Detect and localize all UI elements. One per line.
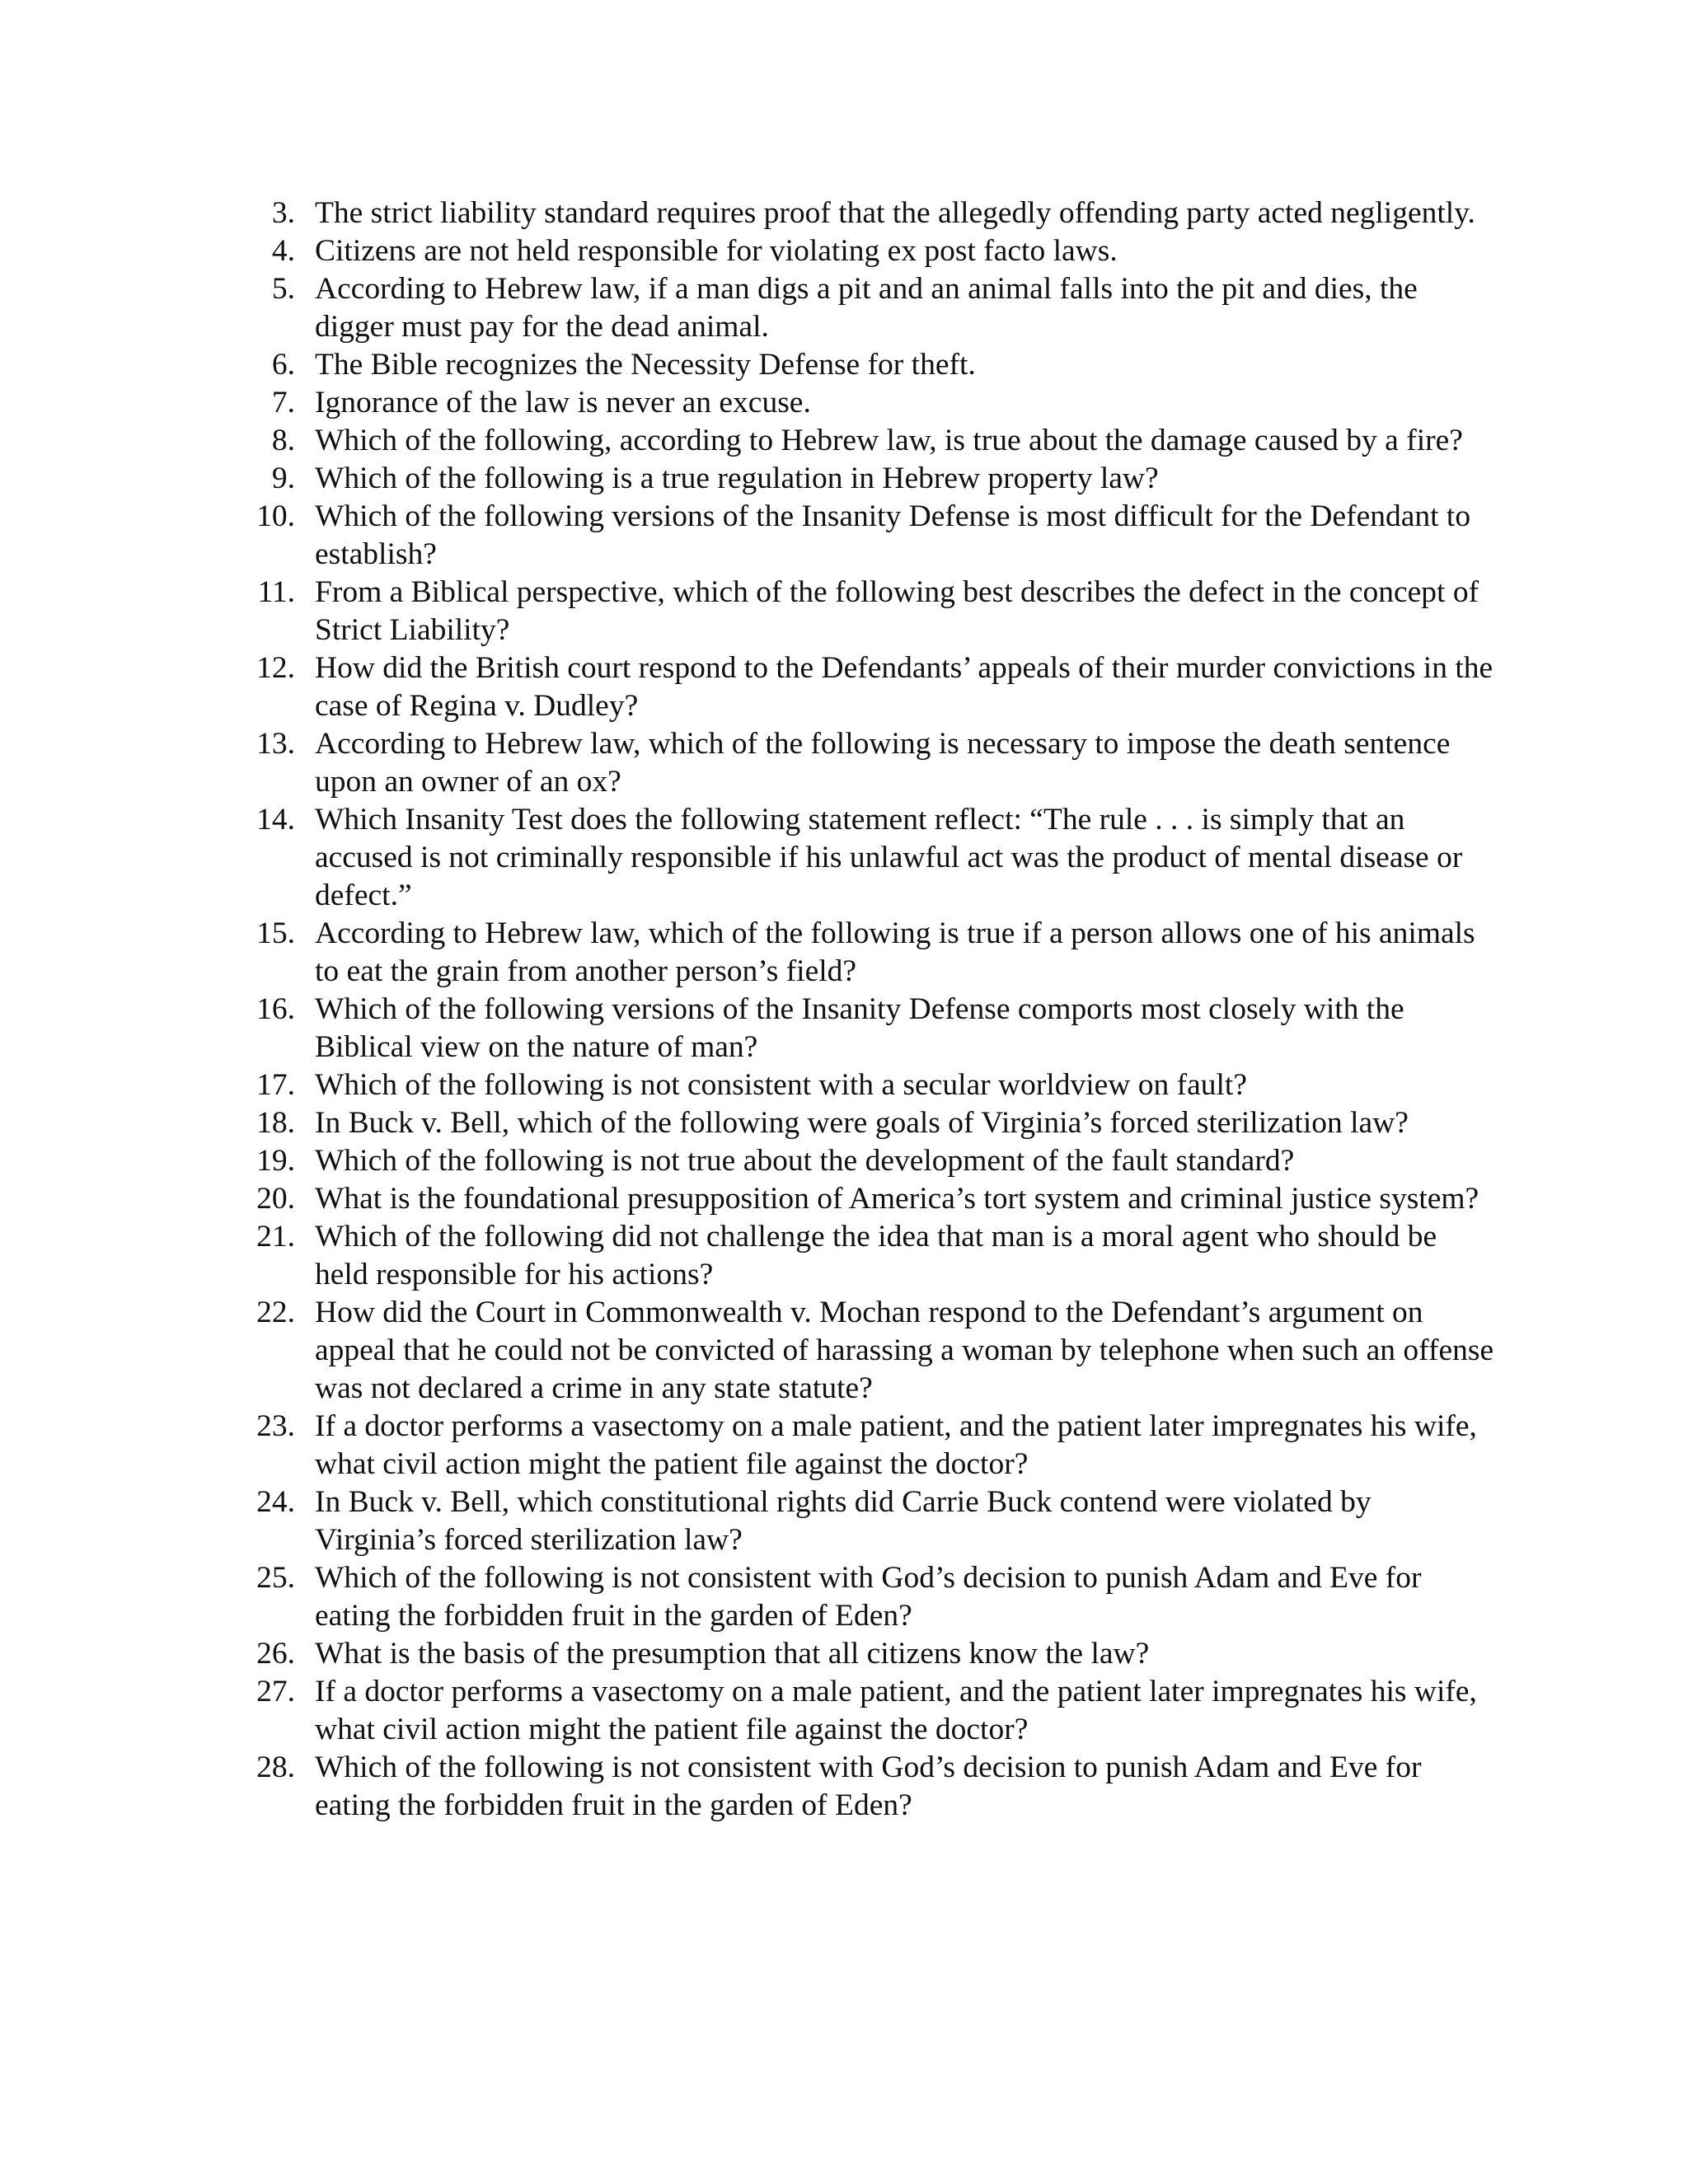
question-number: 21. <box>256 1220 295 1254</box>
question-number: 14. <box>256 803 295 837</box>
question-text: According to Hebrew law, if a man digs a pit and an animal falls into the pit and dies, the digger must pay for the dead animal. <box>315 272 1418 344</box>
question-item <box>244 1635 1497 1673</box>
question-number: 19. <box>256 1144 295 1178</box>
question-number: 13. <box>256 727 295 761</box>
question-item <box>244 498 1497 574</box>
question-item <box>244 346 1497 384</box>
question-number: 4. <box>271 234 295 268</box>
question-text: If a doctor performs a vasectomy on a male patient, and the patient later impregnates his wife, what civil action might the patient file against the doctor? <box>315 1409 1477 1481</box>
question-number: 17. <box>256 1068 295 1102</box>
question-item <box>244 725 1497 801</box>
question-text: From a Biblical perspective, which of the following best describes the defect in the concept of Strict Liability? <box>315 575 1479 647</box>
question-text: Which of the following is a true regulation in Hebrew property law? <box>315 462 1159 495</box>
question-item <box>244 991 1497 1066</box>
question-number: 16. <box>256 992 295 1026</box>
question-text: In Buck v. Bell, which constitutional rights did Carrie Buck contend were violated by Virginia’s forced sterilization law? <box>315 1485 1372 1557</box>
question-item <box>244 574 1497 649</box>
question-number: 18. <box>256 1106 295 1140</box>
question-text: Which of the following is not true about the development of the fault standard? <box>315 1144 1295 1178</box>
question-item <box>244 1066 1497 1104</box>
question-number: 28. <box>256 1750 295 1784</box>
question-number: 25. <box>256 1561 295 1595</box>
question-text: The strict liability standard requires proof that the allegedly offending party acted negligently. <box>315 196 1475 230</box>
question-text: Which of the following versions of the Insanity Defense is most difficult for the Defendant to establish? <box>315 499 1471 571</box>
question-text: According to Hebrew law, which of the following is true if a person allows one of his animals to eat the grain from another person’s field? <box>315 916 1475 988</box>
question-item <box>244 422 1497 460</box>
question-text: Which of the following is not consistent with a secular worldview on fault? <box>315 1068 1247 1102</box>
question-number: 11. <box>257 575 295 609</box>
question-item <box>244 232 1497 270</box>
question-text: In Buck v. Bell, which of the following were goals of Virginia’s forced sterilization law? <box>315 1106 1409 1140</box>
question-number: 7. <box>271 386 295 419</box>
question-item <box>244 1104 1497 1142</box>
question-number: 27. <box>256 1675 295 1708</box>
question-item <box>244 1673 1497 1749</box>
question-item <box>244 1180 1497 1218</box>
question-text: Which Insanity Test does the following statement reflect: “The rule . . . is simply that an accused is not criminally responsible if his unlawful act was the product of mental disease or defect.” <box>315 803 1463 912</box>
question-text: What is the foundational presupposition of America’s tort system and criminal justice system? <box>315 1182 1479 1216</box>
question-text: The Bible recognizes the Necessity Defense for theft. <box>315 348 976 382</box>
question-number: 8. <box>271 424 295 457</box>
question-number: 23. <box>256 1409 295 1443</box>
question-item <box>244 801 1497 915</box>
question-item <box>244 194 1497 232</box>
question-number: 20. <box>256 1182 295 1216</box>
question-number: 22. <box>256 1296 295 1329</box>
question-text: If a doctor performs a vasectomy on a male patient, and the patient later impregnates his wife, what civil action might the patient file against the doctor? <box>315 1675 1477 1746</box>
question-item <box>244 270 1497 346</box>
question-item <box>244 915 1497 991</box>
question-text: Ignorance of the law is never an excuse. <box>315 386 811 419</box>
question-number: 3. <box>271 196 295 230</box>
question-item <box>244 384 1497 422</box>
question-number: 26. <box>256 1637 295 1671</box>
question-text: How did the British court respond to the Defendants’ appeals of their murder convictions in the case of Regina v. Dudley? <box>315 651 1493 723</box>
question-item <box>244 1749 1497 1825</box>
question-text: Which of the following, according to Hebrew law, is true about the damage caused by a fire? <box>315 424 1463 457</box>
question-text: Citizens are not held responsible for violating ex post facto laws. <box>315 234 1118 268</box>
question-text: Which of the following is not consistent with God’s decision to punish Adam and Eve for eating the forbidden fruit in the garden of Eden? <box>315 1561 1422 1633</box>
question-number: 10. <box>256 499 295 533</box>
question-number: 6. <box>271 348 295 382</box>
question-item <box>244 1483 1497 1559</box>
question-text: Which of the following is not consistent with God’s decision to punish Adam and Eve for eating the forbidden fruit in the garden of Eden? <box>315 1750 1422 1822</box>
question-text: What is the basis of the presumption that all citizens know the law? <box>315 1637 1150 1671</box>
question-item <box>244 1142 1497 1180</box>
question-text: Which of the following versions of the Insanity Defense comports most closely with the Biblical view on the nature of man? <box>315 992 1404 1064</box>
question-number: 12. <box>256 651 295 685</box>
question-text: Which of the following did not challenge the idea that man is a moral agent who should be held responsible for his actions? <box>315 1220 1437 1291</box>
question-item <box>244 460 1497 498</box>
question-number: 9. <box>271 462 295 495</box>
question-number: 5. <box>271 272 295 306</box>
question-item <box>244 1408 1497 1483</box>
question-item <box>244 1294 1497 1408</box>
question-number: 24. <box>256 1485 295 1519</box>
question-item <box>244 1218 1497 1294</box>
question-text: How did the Court in Commonwealth v. Mochan respond to the Defendant’s argument on appeal that he could not be convicted of harassing a woman by telephone when such an offense was not declared a crime in any state statute? <box>315 1296 1494 1405</box>
question-list <box>244 194 1497 1825</box>
question-item <box>244 649 1497 725</box>
question-text: According to Hebrew law, which of the following is necessary to impose the death sentence upon an owner of an ox? <box>315 727 1451 799</box>
question-number: 15. <box>256 916 295 950</box>
question-item <box>244 1559 1497 1635</box>
